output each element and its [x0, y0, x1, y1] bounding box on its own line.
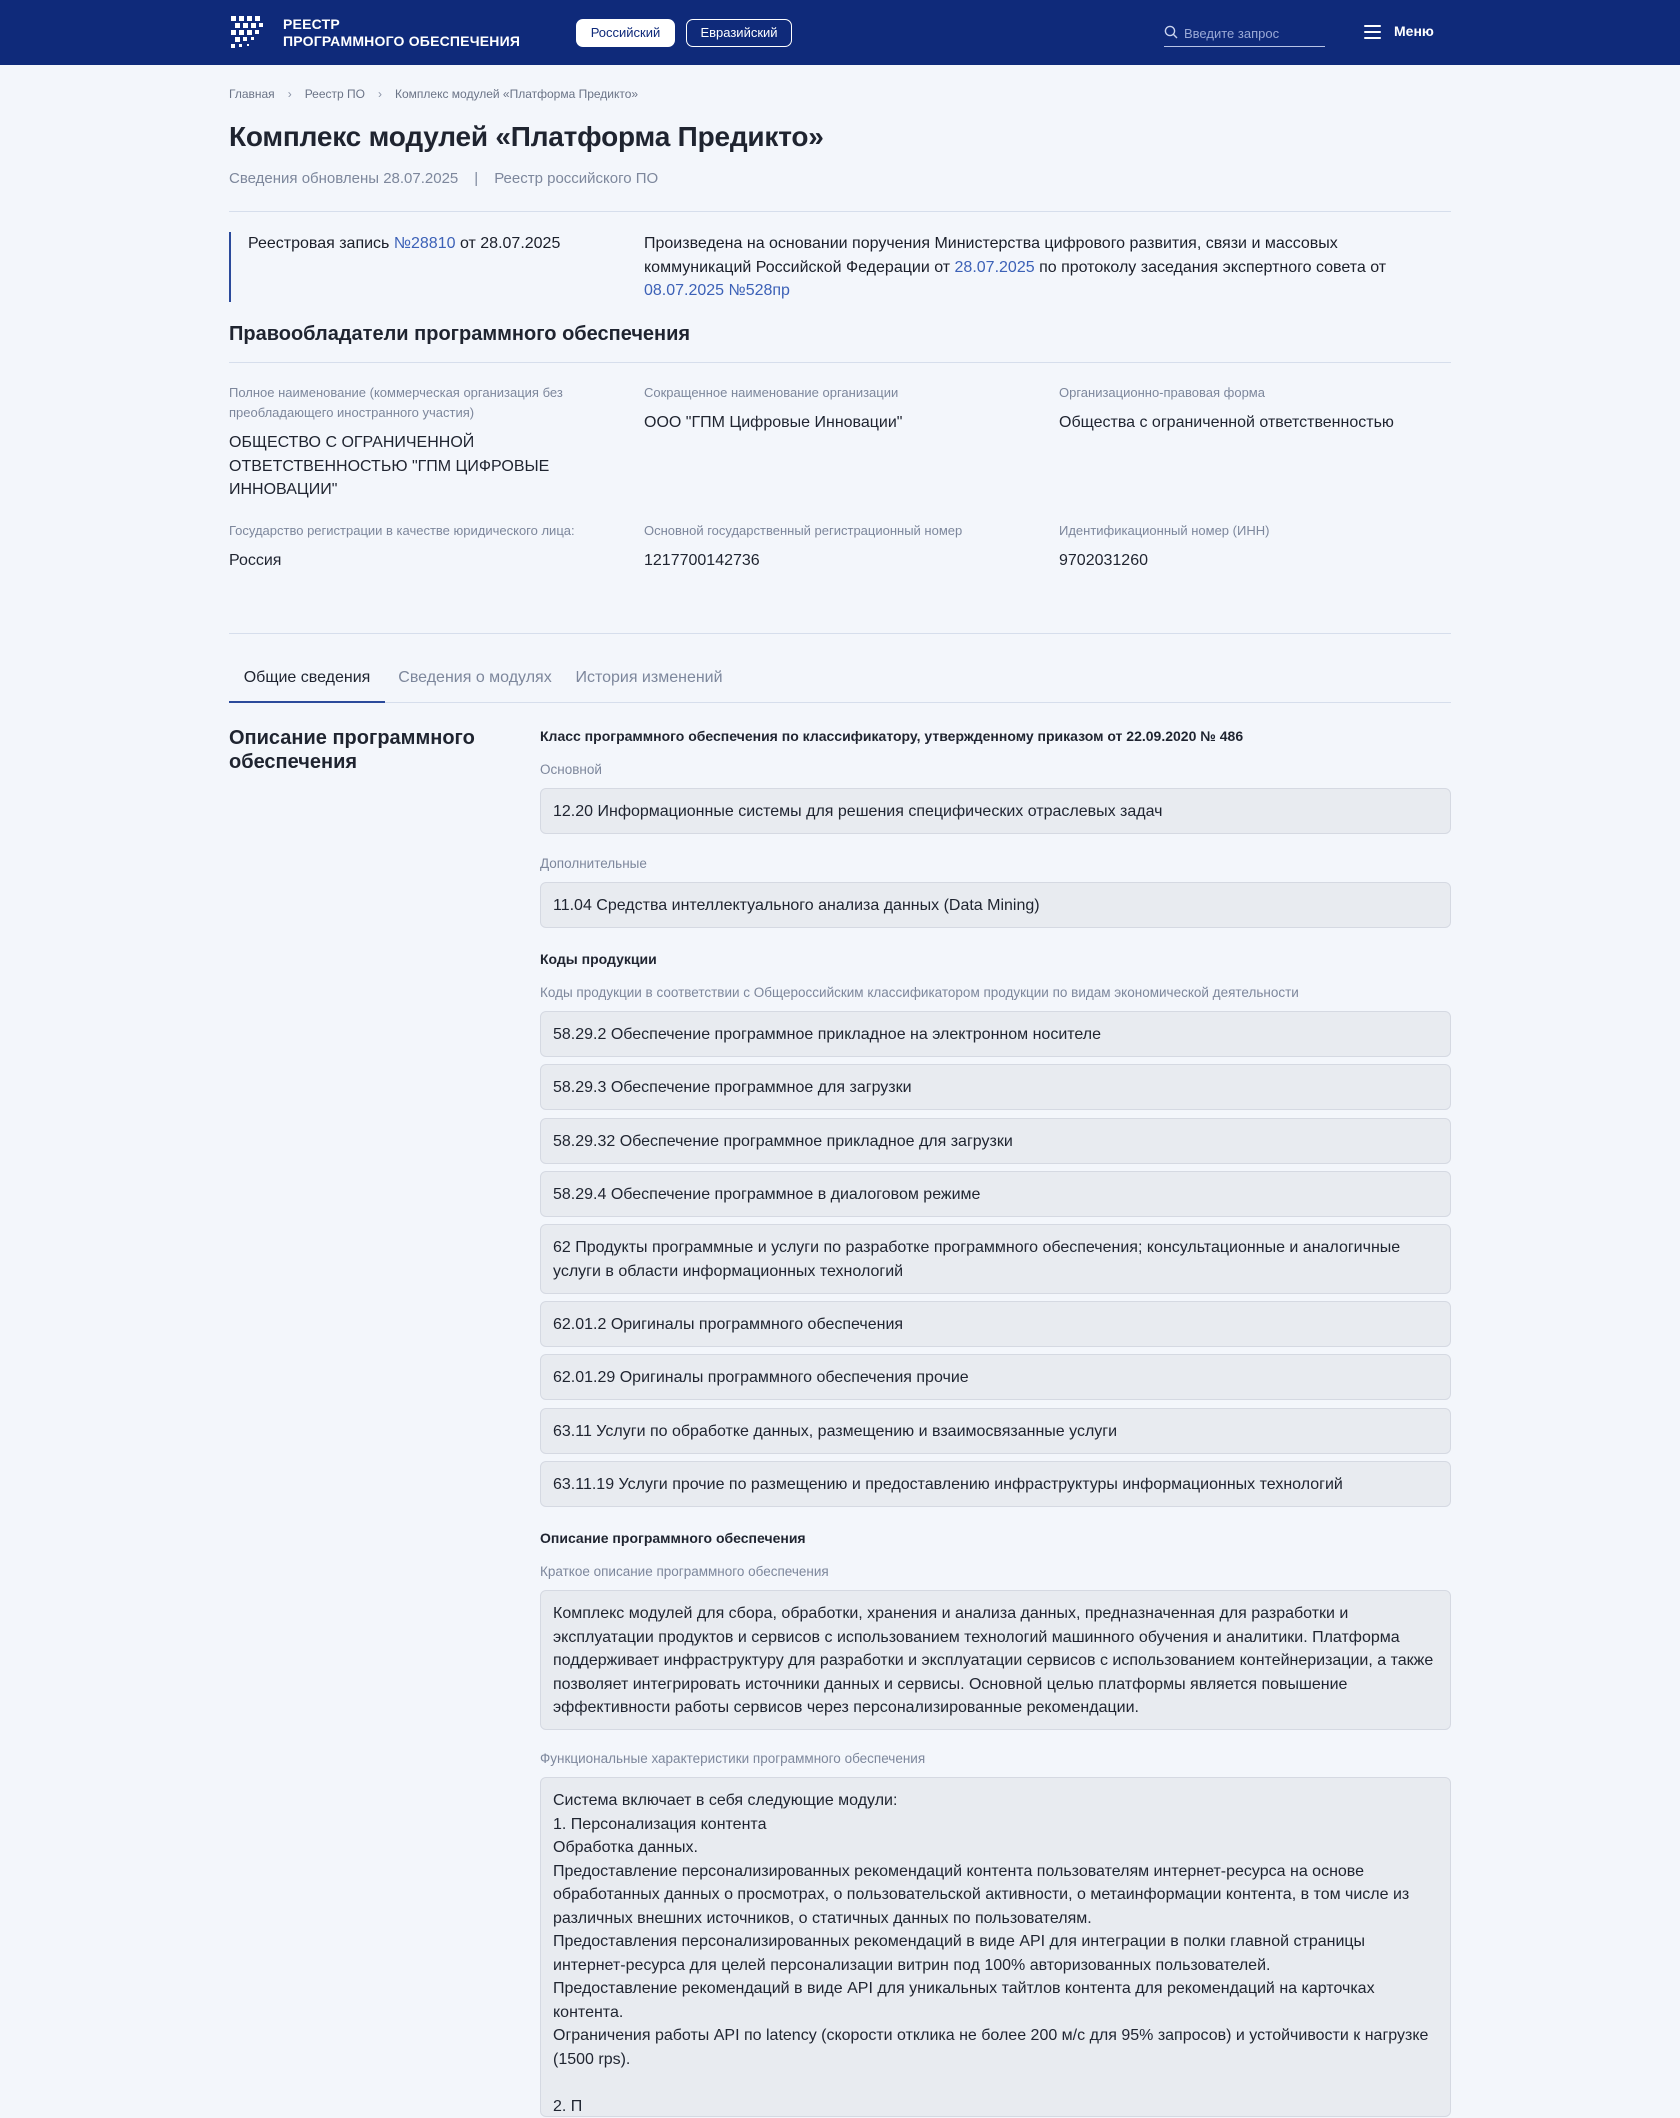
ogrn-label: Основной государственный регистрационный номер	[644, 523, 963, 538]
registry-eurasian-button[interactable]: Евразийский	[686, 19, 792, 47]
registry-record	[229, 232, 609, 302]
record-date: от 28.07.2025	[459, 235, 561, 252]
chevron-right-icon: ›	[377, 87, 382, 101]
tab-general[interactable]: Общие сведения	[229, 660, 385, 703]
legal-form-value: Общества с ограниченной ответственностью	[1059, 414, 1394, 431]
logo-line-2: ПРОГРАММНОГО ОБЕСПЕЧЕНИЯ	[283, 33, 521, 49]
full-name-link[interactable]: ОБЩЕСТВО С ОГРАНИЧЕННОЙ ОТВЕТСТВЕННОСТЬЮ "ГПМ ЦИФРОВЫЕ ИННОВАЦИИ"	[229, 434, 550, 498]
short-description-text: Комплекс модулей для сбора, обработки, хранения и анализа данных, предназначенная для разработки и эксплуатации продуктов и сервисов с использованием технологий машинного обучения и аналитики. Платформа поддерживает инфраструктуру для разработки и эксплуатации сервисов с использованием контейнеризации, а также позволяет интегрировать источники данных и сервисы. Основной целью платформы является повышение эффективности работы сервисов через персонализированные рекомендации.	[540, 1590, 1451, 1730]
extra-class-value: 11.04 Средства интеллектуального анализа данных (Data Mining)	[540, 882, 1451, 928]
functional-characteristics-text: Система включает в себя следующие модули: 1. Персонализация контента Обработка данных. Предоставление персонализированных рекомендаций контента пользователям интернет-ресурса на основе обработанных данных о просмотрах, о пользовательской активности, о метаинформации контента, в том числе из различных внешних источников, о статичных данных по пользователям. Предоставления персонализированных рекомендаций в виде API для интеграции в полки главной страницы интернет-ресурса для целей персонализации витрин под 100% авторизованных пользователей. Предоставление рекомендаций в виде API для уникальных тайтлов контента для рекомендаций на карточках контента. Ограничения работы API по latency (скорости отклика не более 200 м/с для 95% запросов) и устойчивости к нагрузке (1500 rps). 2. П	[540, 1777, 1451, 2117]
tab-history[interactable]: История изменений	[575, 669, 723, 686]
record-note-text-1: Произведена на основании поручения Министерства цифрового развития, связи и массовых коммуникаций Российской Федерации от	[644, 235, 1338, 276]
inn-label: Идентификационный номер (ИНН)	[1059, 523, 1270, 538]
full-name-label: Полное наименование (коммерческая организация без преобладающего иностранного участия)	[229, 385, 563, 420]
record-prefix: Реестровая запись	[248, 235, 390, 252]
tab-modules[interactable]: Сведения о модулях	[398, 669, 552, 686]
page-subtitle	[229, 170, 658, 187]
breadcrumb-registry[interactable]: Реестр ПО	[304, 87, 365, 101]
updated-date: Сведения обновлены 28.07.2025	[229, 170, 459, 187]
registry-russian-button[interactable]: Российский	[576, 19, 675, 47]
software-description-heading: Описание программного обеспечения	[540, 1530, 806, 1546]
order-date-link[interactable]: 28.07.2025	[954, 258, 1035, 276]
product-code-item: 62.01.29 Оригиналы программного обеспечения прочие	[540, 1354, 1451, 1400]
main-class-value: 12.20 Информационные системы для решения специфических отраслевых задач	[540, 788, 1451, 834]
divider: |	[474, 170, 479, 187]
record-note	[644, 232, 1424, 303]
registry-logo-icon[interactable]	[229, 14, 265, 50]
short-name-label: Сокращенное наименование организации	[644, 385, 899, 400]
top-navigation-bar	[0, 0, 1680, 65]
product-code-item: 58.29.4 Обеспечение программное в диалоговом режиме	[540, 1171, 1451, 1217]
logo-line-1: РЕЕСТР	[283, 16, 340, 32]
protocol-link[interactable]: 08.07.2025 №528пр	[644, 282, 790, 299]
breadcrumb-home[interactable]: Главная	[229, 87, 275, 101]
section-title: Описание программного обеспечения	[229, 727, 475, 773]
product-code-item: 58.29.32 Обеспечение программное прикладное для загрузки	[540, 1118, 1451, 1164]
main-class-label: Основной	[540, 762, 602, 777]
ogrn-value: 1217700142736	[644, 552, 760, 569]
country-value: Россия	[229, 552, 282, 569]
product-code-item: 62.01.2 Оригиналы программного обеспечения	[540, 1301, 1451, 1347]
record-number-link[interactable]: №28810	[393, 235, 456, 252]
inn-value: 9702031260	[1059, 552, 1148, 569]
hamburger-icon	[1364, 25, 1381, 39]
search-box	[1164, 20, 1325, 47]
divider	[229, 633, 1451, 634]
country-label: Государство регистрации в качестве юридического лица:	[229, 523, 575, 538]
functional-characteristics-label: Функциональные характеристики программного обеспечения	[540, 1751, 926, 1766]
product-codes-label: Коды продукции в соответствии с Общероссийским классификатором продукции по видам экономической деятельности	[540, 985, 1299, 1000]
search-icon[interactable]	[1164, 25, 1178, 39]
product-code-item: 58.29.2 Обеспечение программное прикладное на электронном носителе	[540, 1011, 1451, 1057]
product-code-item: 58.29.3 Обеспечение программное для загрузки	[540, 1064, 1451, 1110]
divider	[229, 362, 1451, 363]
classifier-heading: Класс программного обеспечения по классификатору, утвержденному приказом от 22.09.2020 № 486	[540, 728, 1244, 744]
extra-class-label: Дополнительные	[540, 856, 647, 871]
breadcrumb-current: Комплекс модулей «Платформа Предикто»	[394, 87, 639, 101]
product-code-item: 62 Продукты программные и услуги по разработке программного обеспечения; консультационные и аналогичные услуги в области информационных технологий	[540, 1224, 1451, 1294]
menu-label: Меню	[1394, 23, 1434, 39]
product-code-item: 63.11.19 Услуги прочие по размещению и предоставлению инфраструктуры информационных технологий	[540, 1461, 1451, 1507]
record-note-text-2: по протоколу заседания экспертного совета от	[1039, 258, 1387, 276]
short-description-label: Краткое описание программного обеспечения	[540, 1564, 829, 1579]
search-input[interactable]	[1184, 23, 1324, 43]
short-name-value: ООО "ГПМ Цифровые Инновации"	[644, 414, 903, 431]
page-title: Комплекс модулей «Платформа Предикто»	[229, 121, 824, 152]
legal-form-label: Организационно-правовая форма	[1059, 385, 1265, 400]
registry-logo-text[interactable]	[283, 16, 520, 50]
chevron-right-icon: ›	[287, 87, 292, 101]
product-code-item: 63.11 Услуги по обработке данных, размещению и взаимосвязанные услуги	[540, 1408, 1451, 1454]
registry-name: Реестр российского ПО	[494, 170, 659, 187]
owners-heading: Правообладатели программного обеспечения	[229, 323, 691, 345]
breadcrumb	[229, 87, 638, 101]
divider	[229, 211, 1451, 212]
tab-bar	[229, 660, 1451, 703]
product-codes-heading: Коды продукции	[540, 951, 657, 967]
